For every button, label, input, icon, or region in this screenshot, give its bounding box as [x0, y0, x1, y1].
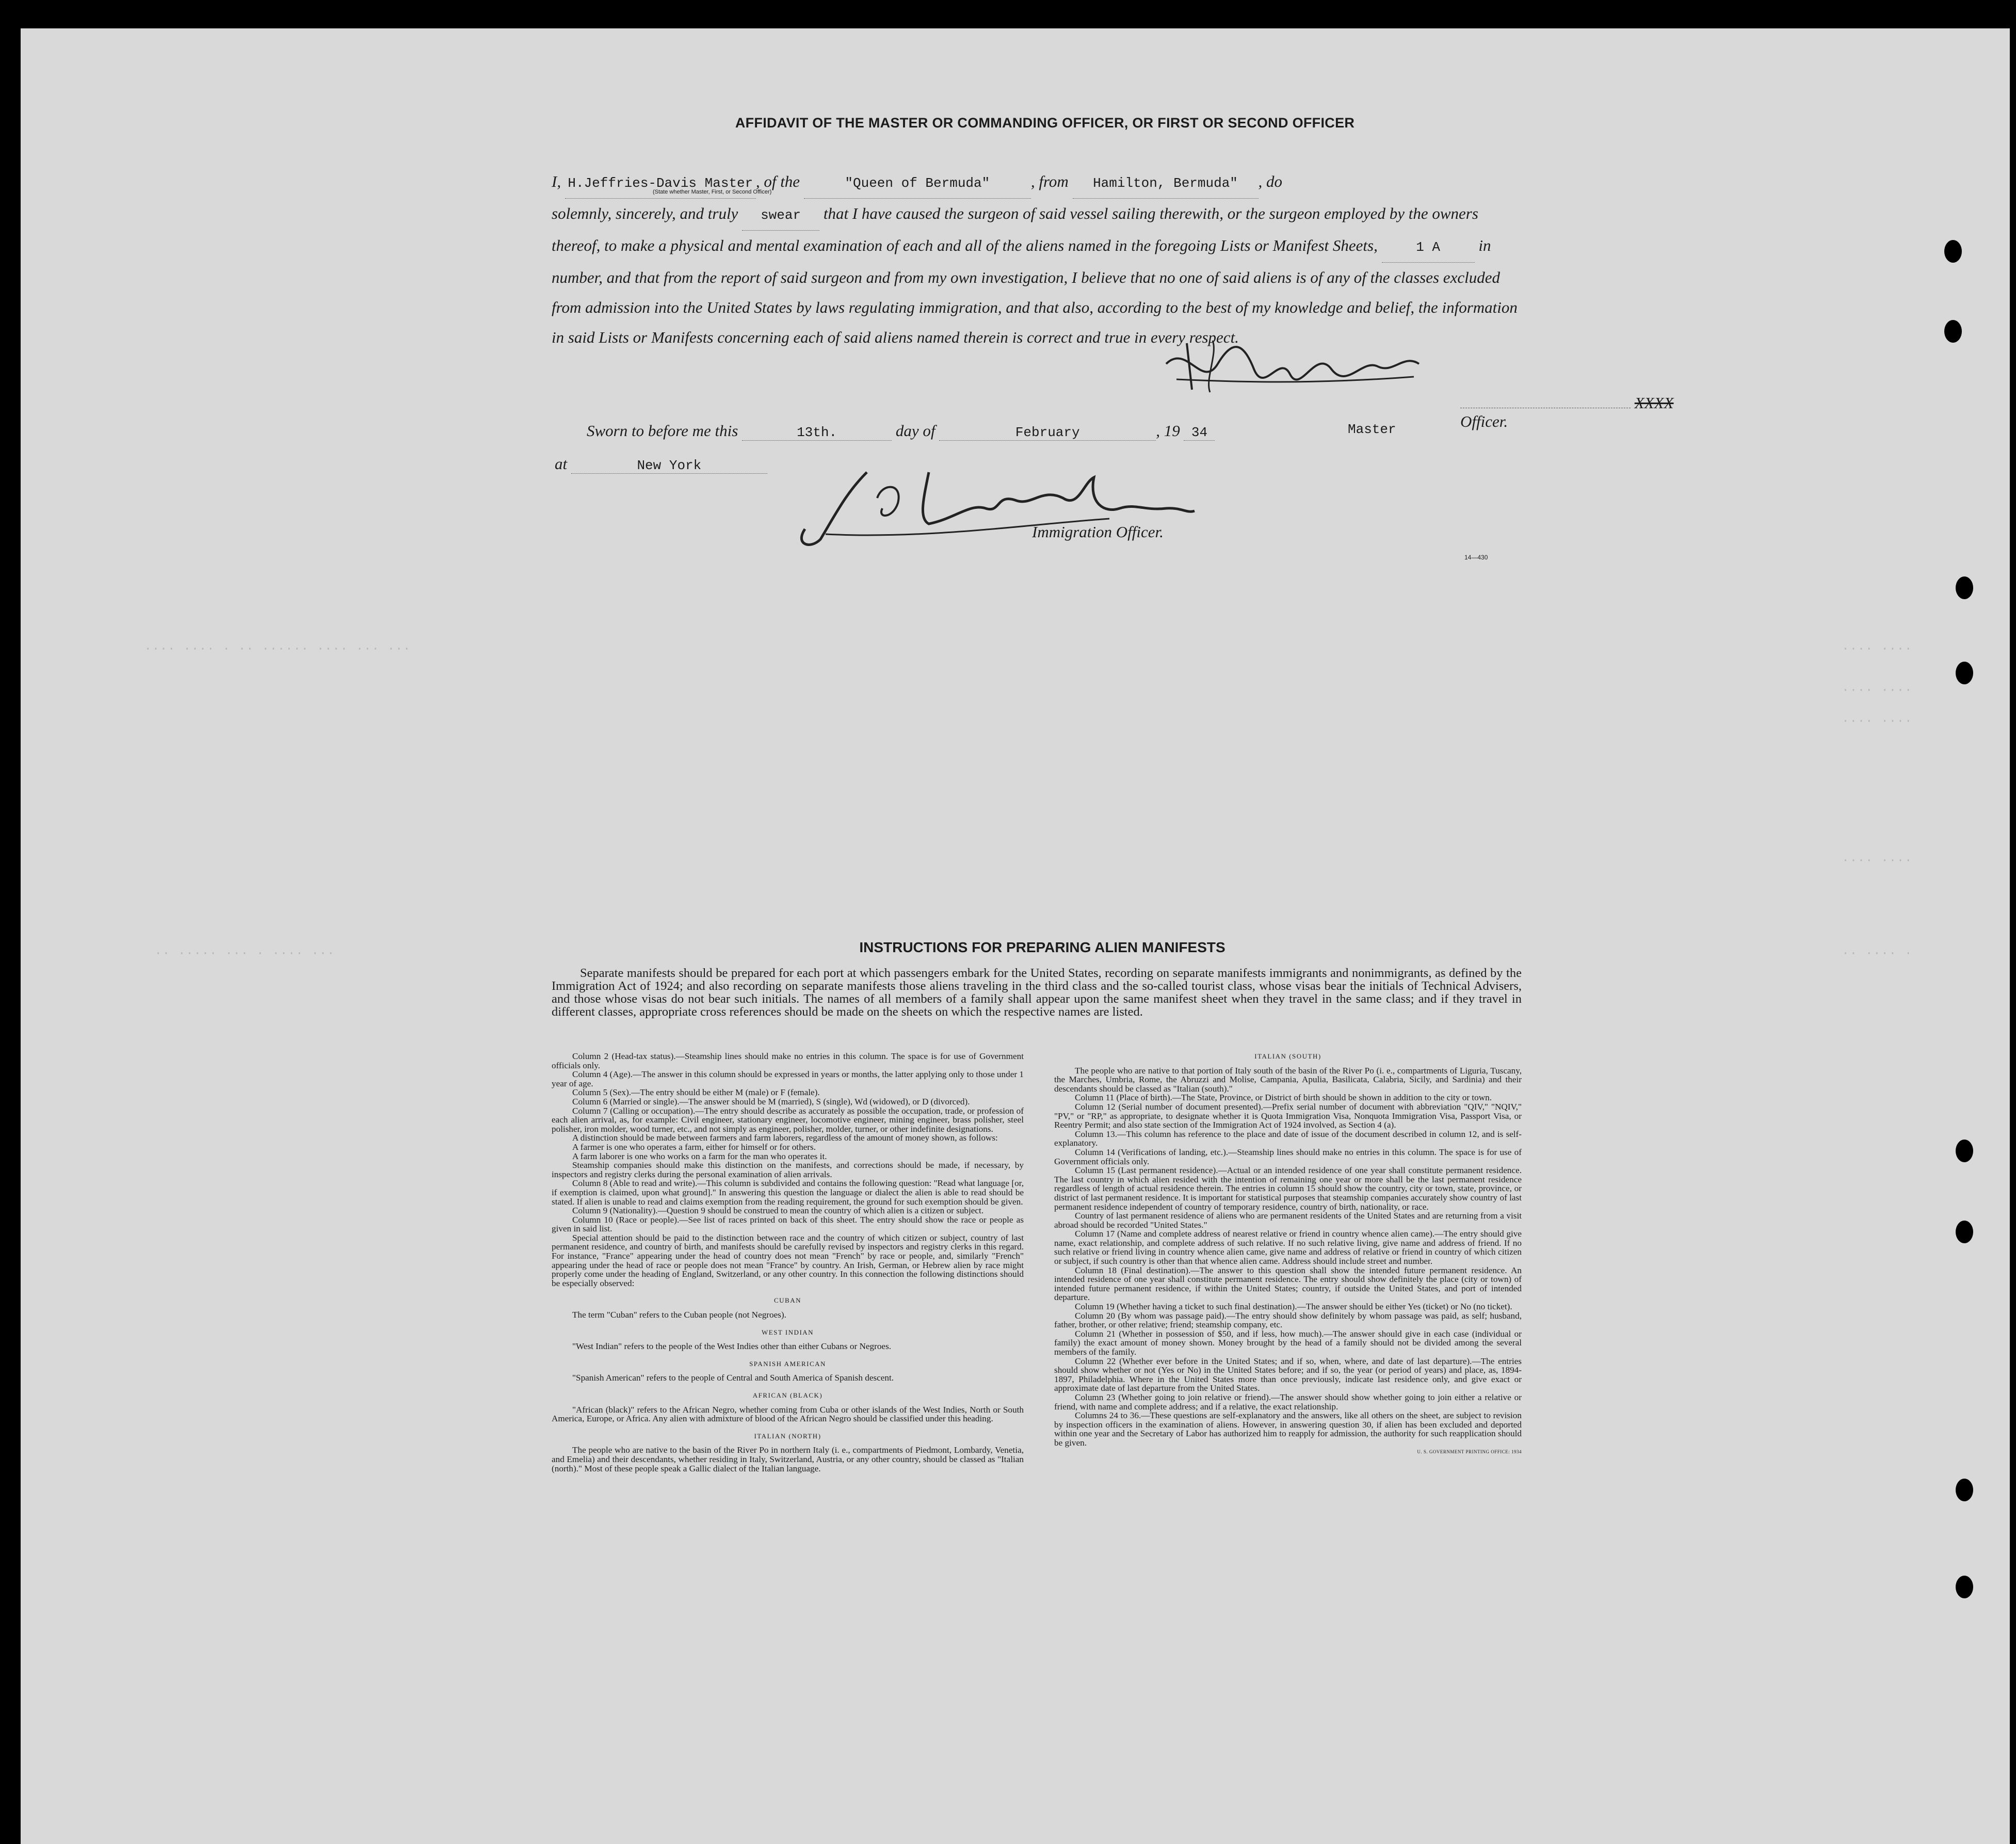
section-heading-spanish-american: SPANISH AMERICAN — [749, 1359, 826, 1368]
instruction-paragraph: "Spanish American" refers to the people of Central and South America of Spanish descent. — [572, 1373, 894, 1383]
instruction-paragraph: Column 11 (Place of birth).—The State, Province, or District of birth should be shown in addition to the city or town. — [1075, 1093, 1492, 1103]
instruction-paragraph: Column 13.—This column has reference to the place and date of issue of the document described in column 12, and is self-explanatory. — [1054, 1129, 1522, 1148]
instruction-paragraph: Column 14 (Verifications of landing, etc.).—Steamship lines should make no entries in this column. The space is for use of Government officials only. — [1054, 1147, 1522, 1166]
officer-name-field: H.Jeffries-Davis Master — [565, 168, 756, 199]
instruction-paragraph: The term "Cuban" refers to the Cuban people (not Negroes). — [572, 1310, 786, 1320]
month-field: February — [939, 425, 1156, 441]
instruction-paragraph: Special attention should be paid to the distinction between race and the country of which citizen or subject, country of last permanent residence, and country of birth, and manifests should be carefully revised by inspectors and registry clerks in this regard. For instance, "France" appearing under the head of country does not mean "French" by race or people, and, similarly "French" appearing under the head of race or people does not mean "France" by country. An Irish, German, or Hebrew alien by race might properly come under the heading of England, Switzerland, or any other country. In this connection the following distinctions should be especially observed: — [552, 1232, 1024, 1288]
master-annotation: Master — [1348, 422, 1396, 437]
form-number: 14—430 — [1464, 554, 1488, 561]
master-signature — [1156, 333, 1424, 400]
binder-hole — [1956, 1576, 1973, 1598]
manifest-sheet — [0, 28, 2010, 1844]
place-field: New York — [571, 458, 767, 474]
bleed-through: ···· ···· · ·· ······ ···· ··· ··· — [144, 643, 411, 655]
instruction-paragraph: Column 9 (Nationality).—Question 9 should be construed to mean the country of which alien is a citizen or subject. — [572, 1206, 984, 1216]
printing-office-note: U. S. GOVERNMENT PRINTING OFFICE: 1934 — [1417, 1449, 1522, 1454]
binder-hole — [1944, 240, 1962, 263]
section-heading-west-indian: WEST INDIAN — [761, 1328, 814, 1336]
section-heading-italian-south: ITALIAN (SOUTH) — [1254, 1052, 1321, 1060]
instruction-paragraph: The people who are native to that portion of Italy south of the basin of the River Po (i. e., compartments of Liguria, Tuscany, the Marches, Umbria, Rome, the Abruzzi and Molise, Campania, Apulia, Basilicata, Calabria, Sicily, and Sardinia) and their descendants should be classed as "Italian (south)." — [1054, 1065, 1522, 1094]
instruction-paragraph: Column 19 (Whether having a ticket to such final destination).—The answer should be either Yes (ticket) or No (no ticket). — [1075, 1302, 1512, 1312]
instructions-title: INSTRUCTIONS FOR PREPARING ALIEN MANIFESTS — [859, 939, 1225, 955]
binder-hole — [1956, 1221, 1973, 1243]
bleed-through: ···· ···· — [1842, 684, 1913, 697]
bleed-through: ···· ···· — [1842, 715, 1913, 728]
bleed-through: ···· ···· — [1842, 643, 1913, 655]
instruction-paragraph: Country of last permanent residence of aliens who are permanent residents of the United States and are returning from a visit abroad should be recorded "United States." — [1054, 1211, 1522, 1230]
bleed-through: ·· ····· ··· · ···· ··· — [155, 947, 335, 960]
instruction-paragraph: The people who are native to the basin of the River Po in northern Italy (i. e., compartments of Piedmont, Lombardy, Venetia, and Emelia) and their descendants, whether residing in Italy, Switzerland, Austria, or any other country, should be classed as "Italian (north)." Most of these people speak a Gallic dialect of the Italian language. — [552, 1445, 1024, 1473]
instruction-paragraph: Column 4 (Age).—The answer in this column should be expressed in years or months, the latter applying only to those under 1 year of age. — [552, 1069, 1024, 1088]
instruction-paragraph: Column 7 (Calling or occupation).—The entry should describe as accurately as possible the occupation, trade, or profession of each alien arrival, as, for example: Civil engineer, stationary engineer, locomotive engineer, mining engineer, brass polisher, steel polisher, iron molder, wood turner, etc., and not simply as engineer, polisher, molder, turner, or other indefinite designations. — [552, 1105, 1024, 1134]
instruction-paragraph: Column 21 (Whether in possession of $50, and if less, how much).—The answer should give in each case (individual or family) the exact amount of money shown. Money brought by the head of a family should not be divided among the several members of the family. — [1054, 1328, 1522, 1357]
bleed-through: ···· ···· — [1842, 854, 1913, 867]
instruction-paragraph: "African (black)" refers to the African Negro, whether coming from Cuba or other islands of the West Indies, North or South America, Europe, or Africa. Any alien with admixture of blood of the African Negro should be classified under this heading. — [552, 1404, 1024, 1424]
instruction-paragraph: Column 20 (By whom was passage paid).—The entry should show definitely by whom passage was paid, as self; husband, father, brother, or other relative; friend; steamship company, etc. — [1054, 1310, 1522, 1330]
instruction-paragraph: Column 12 (Serial number of document presented).—Prefix serial number of document with abbreviation "QIV," "NQIV," "PV," or "RP," as appropriate, to designate whether it is Quota Immigration Visa, Nonquota Immigration Visa, Passport Visa, or Reentry Permit; and also state section of the Immigration Act of 1924 involved, as Section 4 (a). — [1054, 1101, 1522, 1130]
instruction-paragraph: Column 6 (Married or single).—The answer should be M (married), S (single), Wd (widowed), or D (divorced). — [572, 1096, 970, 1107]
instruction-paragraph: Steamship companies should make this distinction on the manifests, and corrections should be made, if necessary, by inspectors and registry clerks during the personal examination of alien arrivals. — [552, 1160, 1024, 1179]
instruction-paragraph: Column 18 (Final destination).—The answer to this question shall show the intended future permanent residence. An intended residence of one year shall constitute permanent residence. The entry should show definitely the place (city or town) of intended future permanent residence, if within the United States; country, if outside the United States, and port of intended departure. — [1054, 1265, 1522, 1303]
instruction-paragraph: Column 10 (Race or people).—See list of races printed on back of this sheet. The entry should show the race or people as given in said list. — [552, 1214, 1024, 1234]
instructions-intro: Separate manifests should be prepared for each port at which passengers embark for the United States, recording on separate manifests immigrants and nonimmigrants, as defined by the Immigration Act of 1924; and also recording on separate manifests those aliens traveling in the third class and the so-called tourist class, whose visas bear the initials of Technical Advisers, and those whose visas do not bear such initials. The names of all members of a family shall appear upon the same manifest sheet when they travel in the same class; and if they travel in different classes, appropriate cross references should be made on the sheets on which the respective names are listed. — [552, 966, 1522, 1019]
instruction-paragraph: Column 17 (Name and complete address of nearest relative or friend in country whence alien came).—The entry should give name, exact relationship, and complete address of such relative. If no such relative living, give name and address of friend. If no such relative or friend living in country whence alien came, give name and address of relative or friend in country of which citizen or subject, if such country is other than that whence alien came. Address should include street and number. — [1054, 1229, 1522, 1266]
bleed-through: ·· ···· · — [1842, 947, 1913, 960]
instruction-paragraph: Column 23 (Whether going to join relative or friend).—The answer should show whether going to join either a relative or friend, with name and complete address; and if a relative, the exact relationship. — [1054, 1392, 1522, 1412]
page-fold-shadow — [0, 28, 21, 1844]
sworn-line: Sworn to before me this 13th. day of February , 19 34 — [587, 422, 1215, 441]
state-note: (State whether Master, First, or Second Officer) — [653, 189, 772, 195]
binder-hole — [1944, 320, 1962, 343]
immigration-officer-label: Immigration Officer. — [1032, 523, 1164, 541]
oath-field: swear — [742, 200, 819, 231]
binder-hole — [1956, 662, 1973, 684]
vessel-field: "Queen of Bermuda" — [804, 168, 1031, 199]
instruction-paragraph: A farm laborer is one who works on a farm for the man who operates it. — [572, 1151, 827, 1161]
instruction-paragraph: "West Indian" refers to the people of the West Indies other than either Cubans or Negroes. — [572, 1341, 892, 1352]
section-heading-cuban: CUBAN — [773, 1296, 801, 1305]
instruction-paragraph: A farmer is one who operates a farm, either for himself or for others. — [572, 1142, 816, 1152]
officer-label: XXXX Officer. — [1460, 394, 1674, 430]
instructions-left-column — [552, 1052, 1024, 1473]
binder-hole — [1956, 1479, 1973, 1501]
affidavit-body: I, H.Jeffries-Davis Master , of the "Queen of Bermuda" , from Hamilton, Bermuda" , do solemnly, sincerely, and truly swear that I have caused the surgeon of said vessel sailing therewith, or the surgeon employed by the owners thereof, to make a physical and mental examination of each and all of the aliens named in the foregoing Lists or Manifest Sheets, 1 A in number, and that from the report of said surgeon and from my own investigation, I believe that no one of said aliens is of any of the classes excluded from admission into the United States by laws regulating immigration, and that also, according to the best of my knowledge and belief, the information in said Lists or Manifests concerning each of said aliens named therein is correct and true in every respect. — [552, 167, 1529, 352]
section-heading-italian-north: ITALIAN (NORTH) — [754, 1432, 821, 1440]
affidavit-title: AFFIDAVIT OF THE MASTER OR COMMANDING OFFICER, OR FIRST OR SECOND OFFICER — [735, 115, 1355, 131]
year-field: 34 — [1184, 425, 1215, 441]
instruction-paragraph: Column 2 (Head-tax status).—Steamship lines should make no entries in this column. The space is for use of Government officials only. — [552, 1051, 1024, 1070]
port-field: Hamilton, Bermuda" — [1073, 168, 1259, 199]
instruction-paragraph: Column 22 (Whether ever before in the United States; and if so, when, where, and date of last departure).—The entries should show whether or not (Yes or No) in the United States before; and if so, the year (or period of years) and place, as, 1894-1897, Philadelphia. Where in the United States more than once previously, indicate last residence only, and give exact or approximate date of last departure from the United States. — [1054, 1356, 1522, 1393]
instruction-paragraph: A distinction should be made between farmers and farm laborers, regardless of the amount of money shown, as follows: — [572, 1133, 998, 1143]
instruction-paragraph: Column 15 (Last permanent residence).—Actual or an intended residence of one year shall constitute permanent residence. The last country in which alien resided with the intention of remaining one year or more shall be the last permanent residence regardless of length of actual residence therein. The entries in column 15 should show the country, city or town, state, province, or district of last permanent residence. It is important for statistical purposes that steamship companies accurately show country of last permanent residence independent of country of temporary residence, country of birth, nationality, or race. — [1054, 1165, 1522, 1212]
instruction-paragraph: Column 5 (Sex).—The entry should be either M (male) or F (female). — [572, 1087, 820, 1098]
instructions-right-column — [1054, 1052, 1522, 1456]
sheets-count-field: 1 A — [1382, 232, 1475, 263]
instruction-paragraph: Column 8 (Able to read and write).—This column is subdivided and contains the following question: "Read what language [or, if exemption is claimed, upon what ground]." In answering this question the language or dialect the alien is able to read should be stated. If alien is unable to read and claims exemption from the reading requirement, the ground for such exemption should be given. — [552, 1178, 1024, 1207]
binder-hole — [1956, 1140, 1973, 1162]
place-line: at New York — [555, 455, 767, 474]
instruction-paragraph: Columns 24 to 36.—These questions are self-explanatory and the answers, like all others on the sheet, are subject to revision by inspection officers in the examination of aliens. However, in answering question 30, if alien has been excluded and deported within one year and the Secretary of Labor has authorized him to reapply for admission, the authority for such reapplication should be given. — [1054, 1410, 1522, 1448]
section-heading-african: AFRICAN (BLACK) — [752, 1391, 823, 1399]
binder-hole — [1956, 576, 1973, 599]
day-field: 13th. — [742, 425, 892, 441]
